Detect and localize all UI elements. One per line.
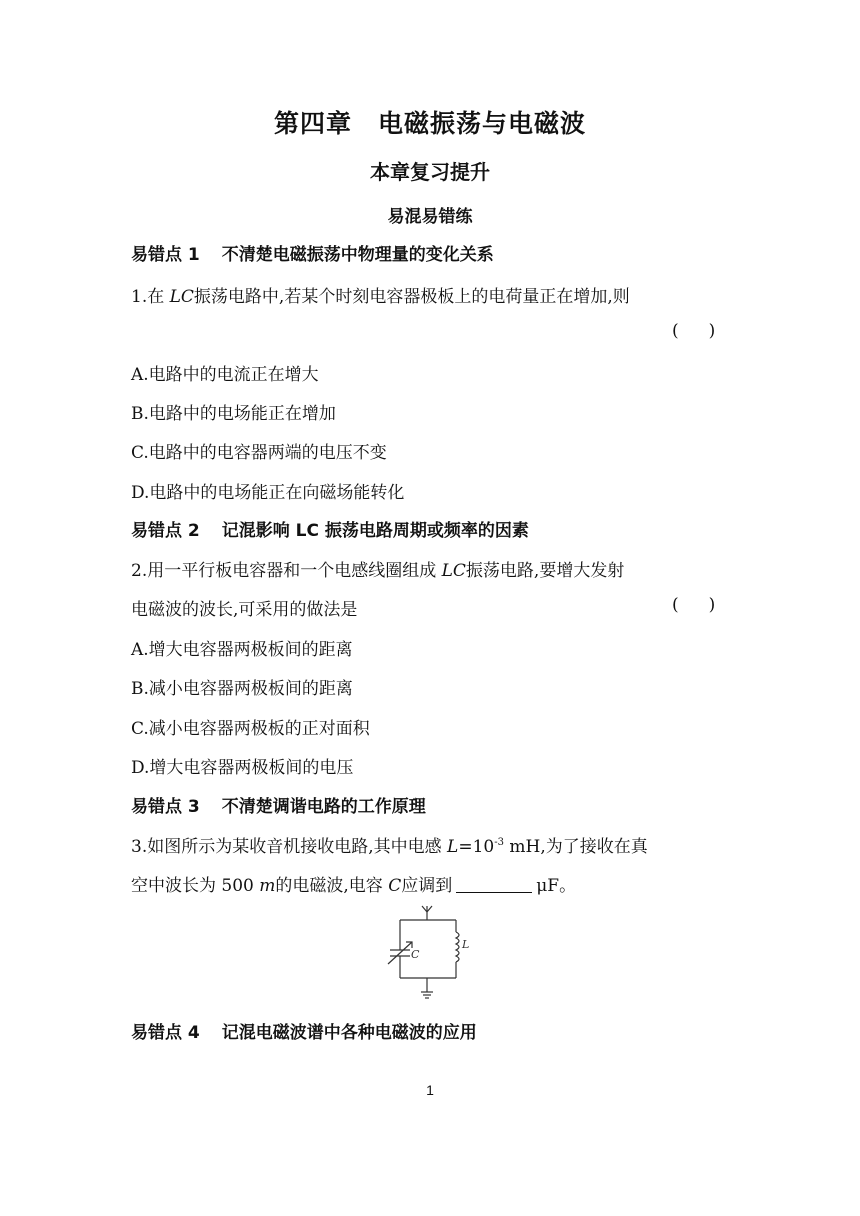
section-label: 易错点 2 [131,521,200,541]
section-title: 不清楚电磁振荡中物理量的变化关系 [221,245,494,265]
question-2-option-d: D.增大电容器两极板间的电压 [131,758,354,778]
inductor-label: L [462,938,470,951]
answer-parentheses: () [672,321,746,341]
question-1-option-b: B.电路中的电场能正在增加 [131,404,336,424]
inductor-coil [456,932,459,962]
question-1-stem: 1.在 LC振荡电路中,若某个时刻电容器极板上的电荷量正在增加,则 [131,287,630,307]
section-heading-3 [131,792,426,817]
question-1-option-d: D.电路中的电场能正在向磁场能转化 [131,483,405,503]
capacitor-label: C [411,948,420,961]
answer-parentheses: () [672,595,746,615]
question-1-option-a: A.电路中的电流正在增大 [131,365,319,385]
exercise-title: 易混易错练 [387,207,473,227]
section-heading-2 [131,516,529,541]
section-label: 易错点 3 [131,797,200,817]
question-2-option-c: C.减小电容器两极板的正对面积 [131,719,370,739]
question-1-option-c: C.电路中的电容器两端的电压不变 [131,443,387,463]
question-3-stem: 3.如图所示为某收音机接收电路,其中电感 $L=10^{-3}$ mH,为了接收在真 [131,837,648,857]
answer-blank [456,876,532,893]
question-2-option-a: A.增大电容器两极板间的距离 [131,640,353,660]
question-2-option-b: B.减小电容器两极板间的距离 [131,679,353,699]
page-number: 1 [426,1082,434,1098]
section-heading-1 [131,240,494,265]
question-2-stem: 2.用一平行板电容器和一个电感线圈组成 LC振荡电路,要增大发射 [131,561,625,581]
section-title: 记混影响 LC 振荡电路周期或频率的因素 [221,521,529,541]
question-2-stem-line2: 电磁波的波长,可采用的做法是 [131,600,358,620]
lc-circuit-diagram [380,902,480,1004]
review-title: 本章复习提升 [370,160,490,184]
section-heading-4 [131,1018,477,1043]
question-3-stem-line2: 空中波长为 500 m的电磁波,电容 C应调到 μF。 [131,876,577,896]
section-label: 易错点 4 [131,1023,200,1043]
section-title: 记混电磁波谱中各种电磁波的应用 [221,1023,477,1043]
section-label: 易错点 1 [131,245,200,265]
section-title: 不清楚调谐电路的工作原理 [221,797,426,817]
chapter-title: 第四章 电磁振荡与电磁波 [273,109,586,138]
